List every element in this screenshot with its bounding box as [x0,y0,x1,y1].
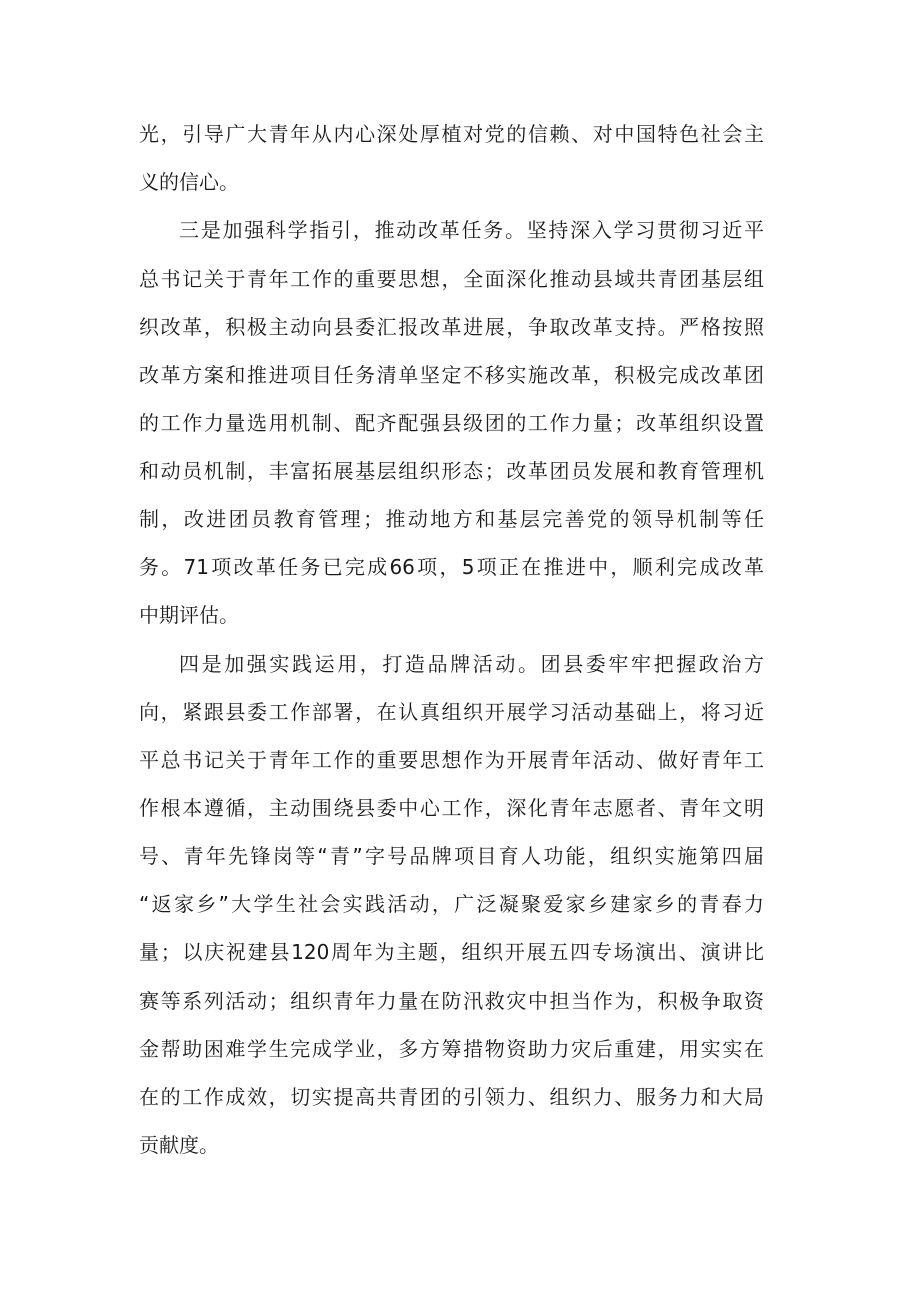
text-line: 务。71项改革任务已完成66项，5项正在推进中，顺利完成改革 [139,555,764,579]
text-line: 量；以庆祝建县120周年为主题，组织开展五四专场演出、演讲比 [139,940,764,964]
text-line: 制，改进团员教育管理；推动地方和基层完善党的领导机制等任 [139,507,764,531]
text-line: 义的信心。 [139,170,239,194]
text-line: 改革方案和推进项目任务清单坚定不移实施改革，积极完成改革团 [139,363,764,387]
text-line: 作根本遵循，主动围绕县委中心工作，深化青年志愿者、青年文明 [139,796,764,820]
text-line: 中期评估。 [139,603,239,627]
text-line: 向，紧跟县委工作部署，在认真组织开展学习活动基础上，将习近 [139,700,764,724]
text-line: 平总书记关于青年工作的重要思想作为开展青年活动、做好青年工 [139,748,764,772]
text-line: 的工作力量选用机制、配齐配强县级团的工作力量；改革组织设置 [139,411,764,435]
text-line: 光，引导广大青年从内心深处厚植对党的信赖、对中国特色社会主 [139,122,764,146]
text-line: “返家乡”大学生社会实践活动，广泛凝聚爱家乡建家乡的青春力 [139,892,764,916]
paragraph-first-line: 三是加强科学指引，推动改革任务。坚持深入学习贯彻习近平 [179,218,764,242]
paragraph-first-line: 四是加强实践运用，打造品牌活动。团县委牢牢把握政治方 [179,652,764,676]
text-line: 号、青年先锋岗等“青”字号品牌项目育人功能，组织实施第四届 [139,844,764,868]
text-line: 和动员机制，丰富拓展基层组织形态；改革团员发展和教育管理机 [139,459,764,483]
text-line: 赛等系列活动；组织青年力量在防汛救灾中担当作为，积极争取资 [139,989,764,1013]
text-line: 在的工作成效，切实提高共青团的引领力、组织力、服务力和大局 [139,1085,764,1109]
text-line: 贡献度。 [139,1133,219,1157]
text-line: 总书记关于青年工作的重要思想，全面深化推动县域共青团基层组 [139,267,764,291]
text-line: 金帮助困难学生完成学业，多方筹措物资助力灾后重建，用实实在 [139,1037,764,1061]
text-line: 织改革，积极主动向县委汇报改革进展，争取改革支持。严格按照 [139,315,764,339]
